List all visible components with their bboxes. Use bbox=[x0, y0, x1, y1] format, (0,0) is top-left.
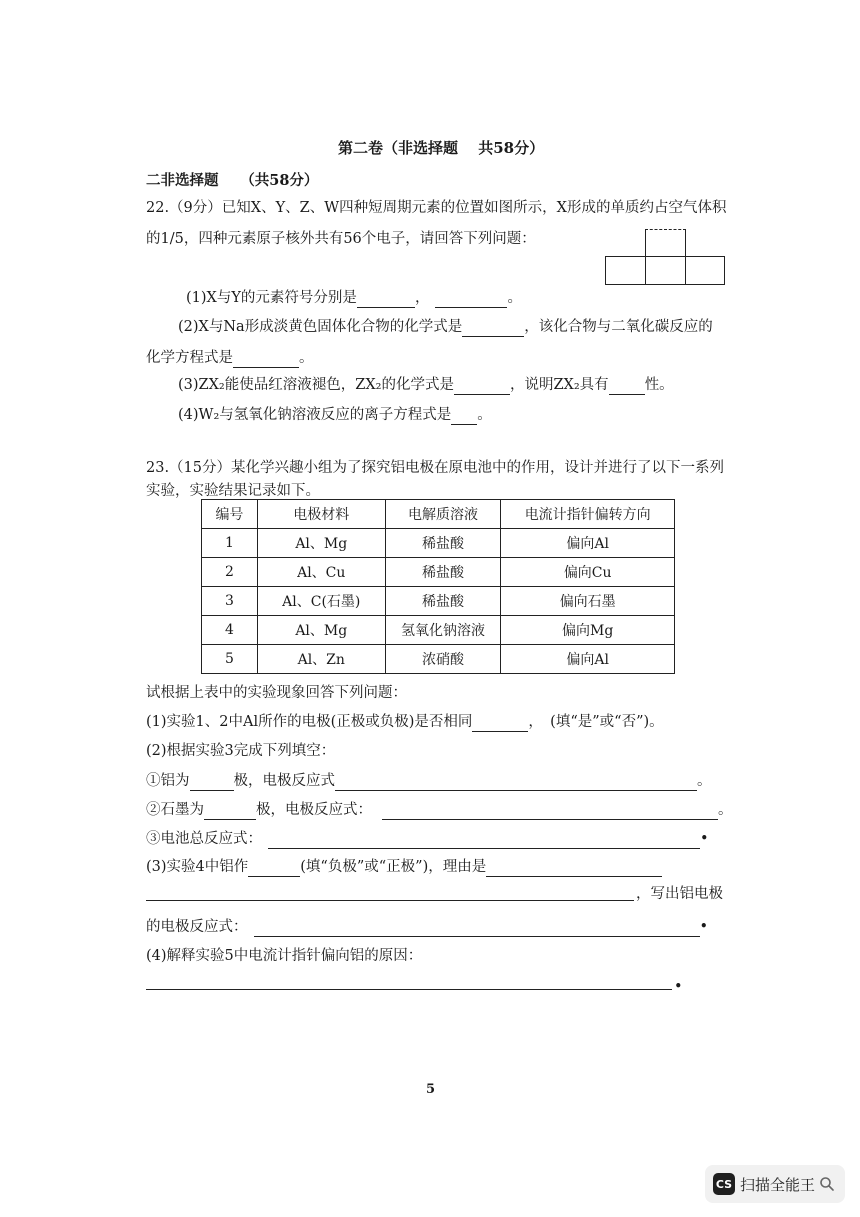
table-cell: Al、Mg bbox=[257, 529, 385, 558]
answer-blank[interactable] bbox=[233, 352, 299, 368]
answer-blank[interactable] bbox=[357, 292, 415, 308]
answer-blank[interactable] bbox=[204, 804, 256, 820]
table-row bbox=[202, 645, 675, 674]
q22-part2: (2)X与Na形成淡黄色固体化合物的化学式是 ，该化合物与二氧化碳反应的 bbox=[178, 319, 713, 335]
answer-blank[interactable] bbox=[451, 409, 477, 425]
answer-blank[interactable] bbox=[248, 861, 300, 877]
header-cell: 电极材料 bbox=[257, 500, 385, 529]
app-name: 扫描全能王 bbox=[740, 1175, 816, 1194]
table-cell: 偏向石墨 bbox=[501, 587, 675, 616]
answer-blank[interactable] bbox=[454, 379, 510, 395]
header-cell: 电流计指针偏转方向 bbox=[501, 500, 675, 529]
table-cell: Al、Zn bbox=[257, 645, 385, 674]
table-cell: 偏向Al bbox=[501, 645, 675, 674]
table-row bbox=[202, 558, 675, 587]
answer-blank[interactable] bbox=[268, 833, 700, 849]
q22-part2-cont: 化学方程式是 。 bbox=[146, 350, 314, 366]
table-cell: 稀盐酸 bbox=[385, 587, 501, 616]
answer-blank[interactable] bbox=[190, 775, 234, 791]
table-cell: Al、Cu bbox=[257, 558, 385, 587]
answer-blank[interactable] bbox=[462, 321, 524, 337]
answer-blank[interactable] bbox=[486, 861, 662, 877]
table-cell: Al、C(石墨) bbox=[257, 587, 385, 616]
cell-w bbox=[685, 256, 725, 285]
table-row bbox=[202, 616, 675, 645]
table-header-row bbox=[202, 500, 675, 529]
table-cell: 稀盐酸 bbox=[385, 529, 501, 558]
table-cell: 1 bbox=[202, 529, 258, 558]
scanner-watermark bbox=[705, 1165, 845, 1203]
q23-sub3-cont: ，写出铝电极 bbox=[636, 886, 723, 902]
search-icon[interactable] bbox=[819, 1176, 835, 1192]
q23-sub2-c: ③电池总反应式： • bbox=[146, 831, 709, 847]
table-cell: 偏向Al bbox=[501, 529, 675, 558]
q23-sub4: (4)解释实验5中电流计指针偏向铝的原因： bbox=[146, 948, 423, 964]
q23-sub1: (1)实验1、2中Al所作的电极(正极或负极)是否相同 ， (填“是”或“否”)。 bbox=[146, 714, 664, 730]
table-cell: 浓硝酸 bbox=[385, 645, 501, 674]
table-cell: 3 bbox=[202, 587, 258, 616]
q22-line2: 的1/5，四种元素原子核外共有56个电子，请回答下列问题： bbox=[146, 231, 536, 247]
q22-line1: 22.（9分）已知X、Y、Z、W四种短周期元素的位置如图所示，X形成的单质约占空气体积 bbox=[146, 200, 727, 216]
q23-sub3: (3)实验4中铝作 (填“负极”或“正极”)，理由是 bbox=[146, 857, 662, 877]
table-cell: 稀盐酸 bbox=[385, 558, 501, 587]
camscanner-logo: CS bbox=[713, 1173, 735, 1195]
table-row bbox=[202, 529, 675, 558]
answer-blank[interactable] bbox=[609, 379, 645, 395]
answer-blank[interactable] bbox=[472, 716, 528, 732]
table-cell: 氢氧化钠溶液 bbox=[385, 616, 501, 645]
cell-y bbox=[605, 256, 646, 285]
q22-part1: (1)X与Y的元素符号分别是 ， 。 bbox=[186, 290, 522, 306]
table-cell: 偏向Cu bbox=[501, 558, 675, 587]
periodic-table-diagram bbox=[605, 229, 725, 285]
answer-blank[interactable] bbox=[335, 775, 697, 791]
table-cell: 2 bbox=[202, 558, 258, 587]
answer-blank[interactable] bbox=[382, 804, 718, 820]
table-cell: Al、Mg bbox=[257, 616, 385, 645]
page-title: 第二卷（非选择题 共58分） bbox=[338, 139, 545, 157]
q23-sub2-a: ①铝为 极，电极反应式 。 bbox=[146, 773, 712, 789]
table-row bbox=[202, 587, 675, 616]
header-cell: 电解质溶液 bbox=[385, 500, 501, 529]
answer-line[interactable] bbox=[146, 989, 672, 990]
table-cell: 4 bbox=[202, 616, 258, 645]
q22-part3: (3)ZX₂能使品红溶液褪色，ZX₂的化学式是 ，说明ZX₂具有 性。 bbox=[178, 377, 674, 393]
answer-blank[interactable] bbox=[435, 292, 507, 308]
header-cell: 编号 bbox=[202, 500, 258, 529]
q23-intro: 试根据上表中的实验现象回答下列问题： bbox=[146, 685, 407, 701]
cell-z bbox=[645, 256, 686, 285]
cell-x bbox=[645, 229, 686, 257]
q23-sub2-b: ②石墨为 极，电极反应式： 。 bbox=[146, 802, 733, 818]
answer-blank[interactable] bbox=[254, 921, 700, 937]
page-number: 5 bbox=[426, 1082, 436, 1097]
table-cell: 5 bbox=[202, 645, 258, 674]
experiment-table bbox=[201, 499, 675, 674]
table-cell: 偏向Mg bbox=[501, 616, 675, 645]
answer-line[interactable] bbox=[146, 900, 634, 901]
q23-sub3-d: 的电极反应式： • bbox=[146, 919, 709, 935]
end-dot: • bbox=[674, 979, 683, 995]
q22-part4: (4)W₂与氢氧化钠溶液反应的离子方程式是 。 bbox=[178, 407, 492, 423]
q23-line2: 实验，实验结果记录如下。 bbox=[146, 483, 320, 499]
q23-sub2: (2)根据实验3完成下列填空： bbox=[146, 743, 336, 759]
section-heading: 二非选择题 （共58分） bbox=[146, 172, 319, 189]
q23-line1: 23.（15分）某化学兴趣小组为了探究铝电极在原电池中的作用，设计并进行了以下一系列 bbox=[146, 460, 725, 476]
